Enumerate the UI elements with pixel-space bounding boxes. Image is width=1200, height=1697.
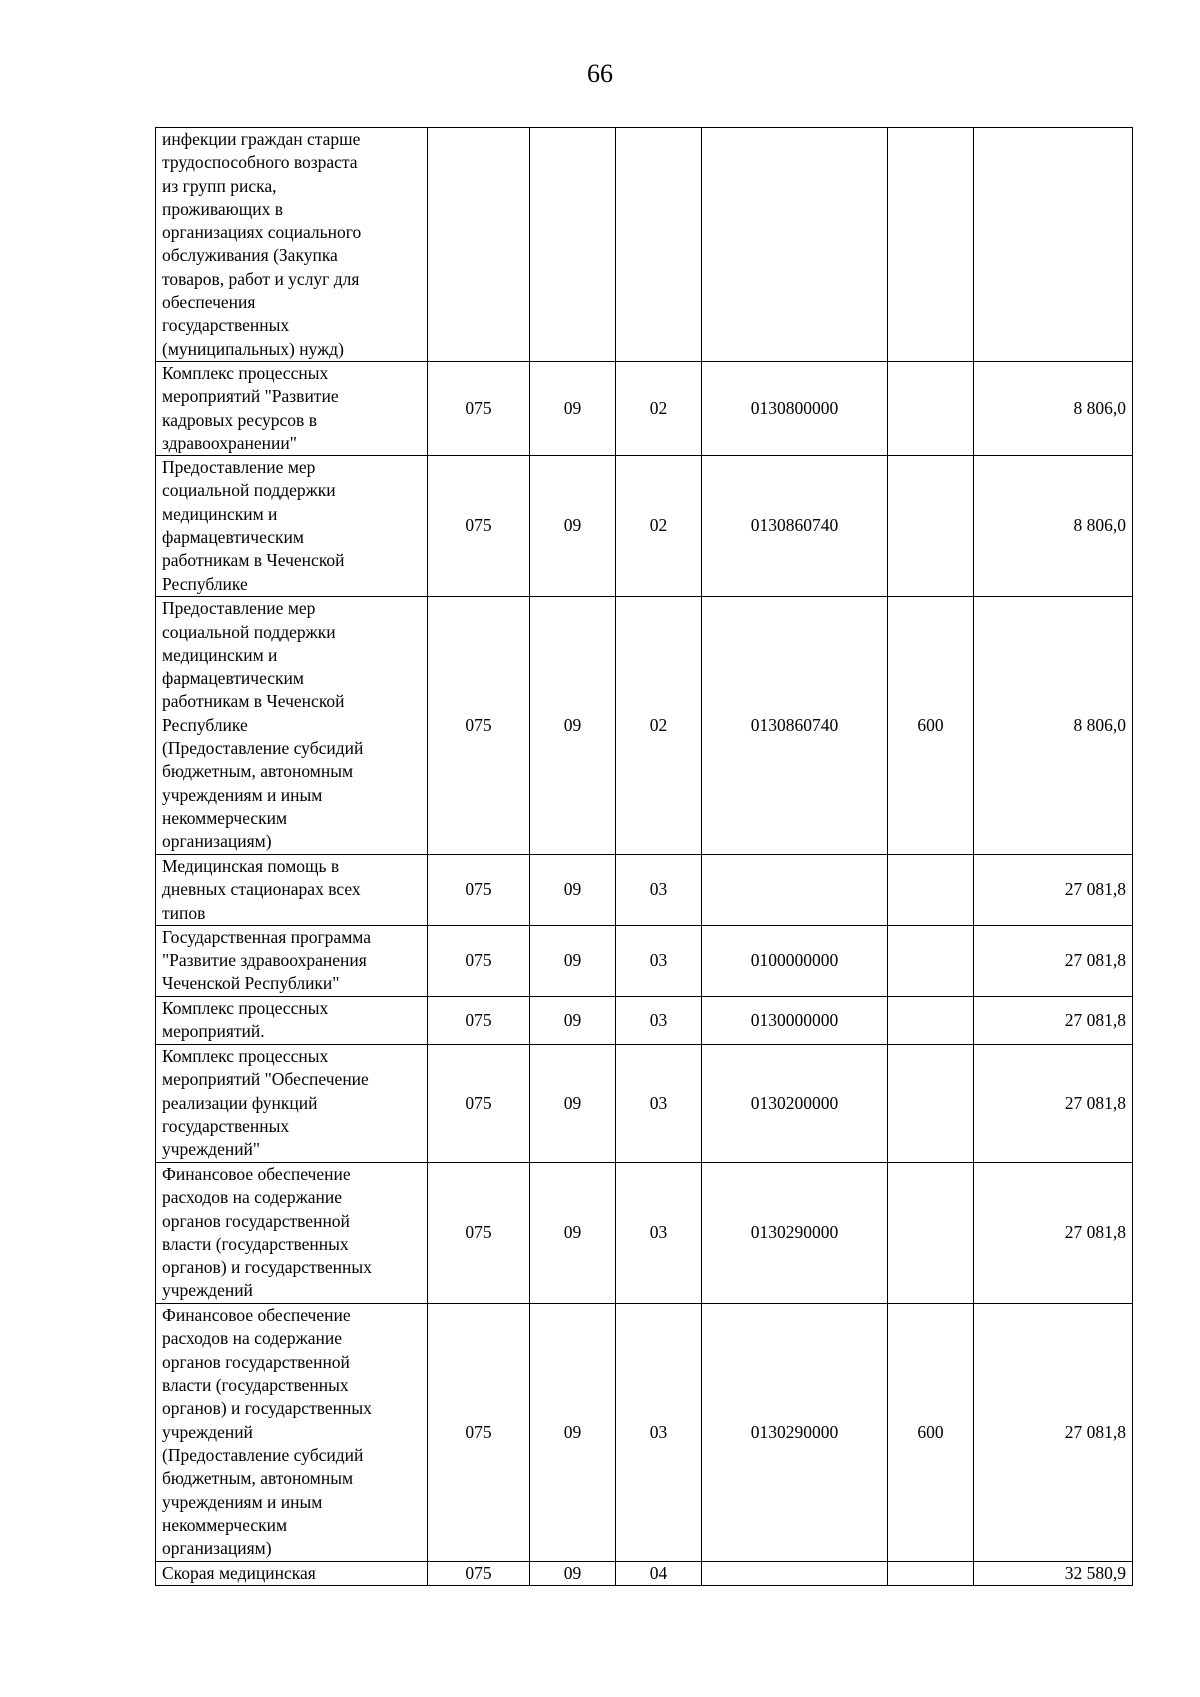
page-number: 66 [587,59,613,88]
ministry-code-cell [428,128,530,362]
section-code-cell: 09 [530,925,616,996]
expense-type-cell [888,1162,974,1303]
budget-table [155,127,1133,1586]
table-row [156,128,1133,362]
expense-type-cell [888,128,974,362]
table-row [156,1303,1133,1561]
item-name-cell: Комплекс процессных мероприятий. [156,996,428,1044]
ministry-code-cell: 075 [428,361,530,455]
ministry-code-cell: 075 [428,854,530,925]
section-code-cell: 09 [530,996,616,1044]
amount-cell: 32 580,9 [974,1561,1133,1585]
budget-table-body [156,128,1133,1586]
amount-cell: 8 806,0 [974,596,1133,854]
subsection-code-cell: 03 [616,1303,702,1561]
subsection-code-cell: 02 [616,456,702,597]
subsection-code-cell: 03 [616,1044,702,1162]
subsection-code-cell: 03 [616,925,702,996]
item-name-cell: Предоставление мер социальной поддержки медицинским и фармацевтическим работникам в Чеченской Республике (Предоставление субсидий бюджетным, автономным учреждениям и иным некоммерческим организациям) [156,596,428,854]
amount-cell [974,128,1133,362]
target-article-cell: 0100000000 [702,925,888,996]
section-code-cell: 09 [530,596,616,854]
section-code-cell [530,128,616,362]
expense-type-cell [888,854,974,925]
table-row [156,456,1133,597]
ministry-code-cell: 075 [428,1044,530,1162]
ministry-code-cell: 075 [428,1561,530,1585]
item-name-cell: Комплекс процессных мероприятий "Развитие кадровых ресурсов в здравоохранении" [156,361,428,455]
table-row [156,854,1133,925]
item-name-cell: Предоставление мер социальной поддержки медицинским и фармацевтическим работникам в Чеченской Республике [156,456,428,597]
expense-type-cell [888,925,974,996]
item-name-cell: Государственная программа "Развитие здравоохранения Чеченской Республики" [156,925,428,996]
section-code-cell: 09 [530,456,616,597]
subsection-code-cell: 04 [616,1561,702,1585]
subsection-code-cell: 02 [616,361,702,455]
section-code-cell: 09 [530,1561,616,1585]
target-article-cell [702,854,888,925]
amount-cell: 8 806,0 [974,456,1133,597]
subsection-code-cell: 03 [616,996,702,1044]
amount-cell: 8 806,0 [974,361,1133,455]
table-row [156,361,1133,455]
subsection-code-cell: 03 [616,854,702,925]
amount-cell: 27 081,8 [974,854,1133,925]
section-code-cell: 09 [530,1044,616,1162]
section-code-cell: 09 [530,1162,616,1303]
target-article-cell: 0130800000 [702,361,888,455]
table-row [156,1561,1133,1585]
section-code-cell: 09 [530,361,616,455]
target-article-cell: 0130000000 [702,996,888,1044]
item-name-cell: Комплекс процессных мероприятий "Обеспечение реализации функций государственных учреждений" [156,1044,428,1162]
subsection-code-cell: 02 [616,596,702,854]
target-article-cell: 0130860740 [702,456,888,597]
expense-type-cell [888,1044,974,1162]
target-article-cell [702,1561,888,1585]
item-name-cell: Медицинская помощь в дневных стационарах всех типов [156,854,428,925]
item-name-cell: Скорая медицинская [156,1561,428,1585]
item-name-cell: Финансовое обеспечение расходов на содержание органов государственной власти (государственных органов) и государственных учреждений [156,1162,428,1303]
amount-cell: 27 081,8 [974,1162,1133,1303]
ministry-code-cell: 075 [428,925,530,996]
amount-cell: 27 081,8 [974,925,1133,996]
expense-type-cell [888,361,974,455]
amount-cell: 27 081,8 [974,1303,1133,1561]
expense-type-cell [888,1561,974,1585]
ministry-code-cell: 075 [428,596,530,854]
item-name-cell: инфекции граждан старше трудоспособного возраста из групп риска, проживающих в организациях социального обслуживания (Закупка товаров, работ и услуг для обеспечения государственных (муниципальных) нужд) [156,128,428,362]
target-article-cell [702,128,888,362]
target-article-cell: 0130200000 [702,1044,888,1162]
target-article-cell: 0130290000 [702,1162,888,1303]
ministry-code-cell: 075 [428,996,530,1044]
table-row [156,1162,1133,1303]
subsection-code-cell: 03 [616,1162,702,1303]
table-row [156,596,1133,854]
expense-type-cell: 600 [888,1303,974,1561]
item-name-cell: Финансовое обеспечение расходов на содержание органов государственной власти (государственных органов) и государственных учреждений (Предоставление субсидий бюджетным, автономным учреждениям и иным некоммерческим организациям) [156,1303,428,1561]
expense-type-cell [888,456,974,597]
ministry-code-cell: 075 [428,1303,530,1561]
amount-cell: 27 081,8 [974,1044,1133,1162]
target-article-cell: 0130290000 [702,1303,888,1561]
section-code-cell: 09 [530,854,616,925]
subsection-code-cell [616,128,702,362]
ministry-code-cell: 075 [428,1162,530,1303]
expense-type-cell [888,996,974,1044]
table-row [156,996,1133,1044]
table-row [156,1044,1133,1162]
section-code-cell: 09 [530,1303,616,1561]
expense-type-cell: 600 [888,596,974,854]
amount-cell: 27 081,8 [974,996,1133,1044]
target-article-cell: 0130860740 [702,596,888,854]
ministry-code-cell: 075 [428,456,530,597]
table-row [156,925,1133,996]
